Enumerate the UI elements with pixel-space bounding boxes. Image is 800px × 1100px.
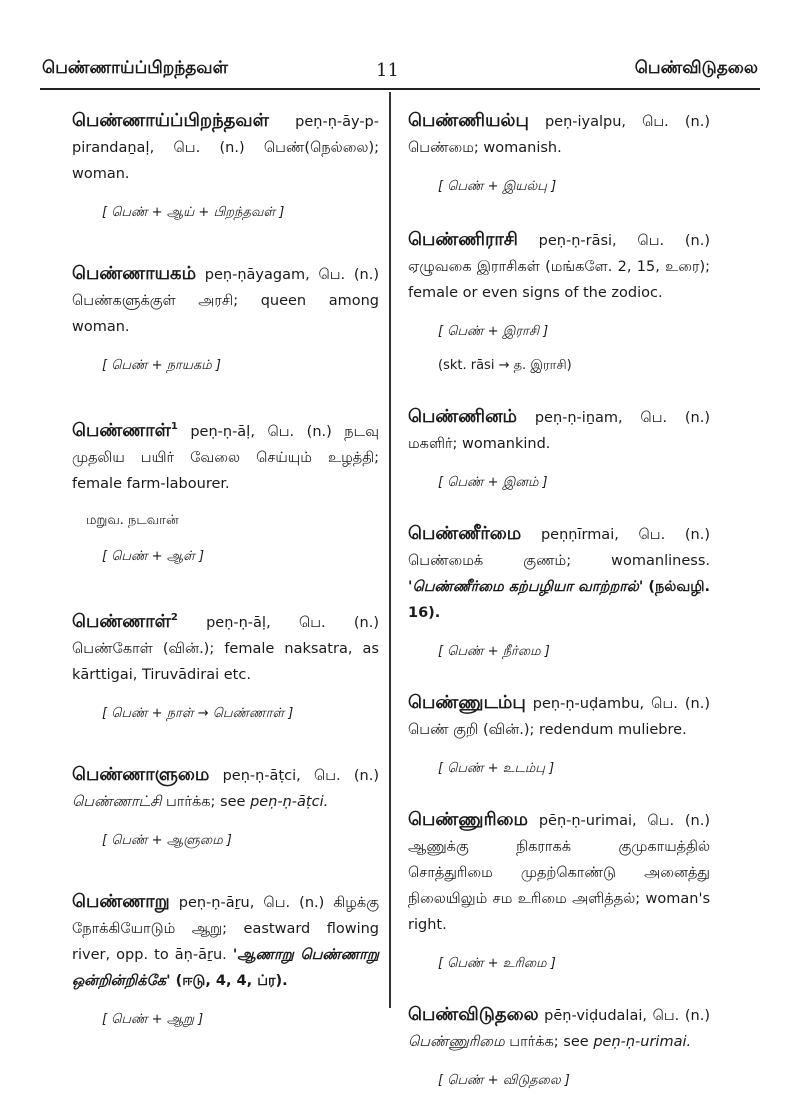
left-column	[72, 100, 379, 1030]
cross-reference: பெண்ணுரிமை	[408, 1034, 505, 1050]
synonym-note: மறுவ. நடவான்	[86, 513, 179, 528]
entry-body: peṇ-ṇ-āḷ, பெ. (n.) நடவு முதலிய பயிர் வேலை செய்யும் உழத்தி; female farm-labourer.	[72, 424, 379, 492]
entry-definition	[408, 521, 710, 626]
page-header	[40, 52, 760, 92]
etymology: [ பெண் + ஆளுமை ]	[102, 833, 232, 848]
entry-body: peṇ-ṇ-āṟu, பெ. (n.) கிழக்கு நோக்கியோடும் ஆறு; eastward flowing river, opp. to āṇ-āṟu.	[72, 895, 379, 963]
dictionary-entry	[72, 605, 379, 724]
headword: பெண்ணாறு	[72, 891, 170, 912]
entry-body: peṇ-ṇāyagam, பெ. (n.) பெண்களுக்குள் அரசி; queen among woman.	[72, 267, 379, 335]
homonym-number: 1	[170, 421, 178, 432]
dictionary-entry	[72, 108, 379, 223]
headword: பெண்ணாயகம்	[72, 263, 197, 284]
loanword-note: (skt. rāsi → த. இராசி)	[438, 358, 572, 373]
entry-definition	[408, 690, 710, 743]
headword: பெண்ணாள்	[72, 420, 171, 441]
quote-reference: (நல்வழி. 16).	[408, 579, 710, 621]
entry-body: peṇ-ṇ-āḷ, பெ. (n.) பெண்கோள் (வின்.); female naksatra, as kārttigai, Tiruvādirai etc.	[72, 615, 379, 683]
etymology: [ பெண் + உரிமை ]	[438, 956, 556, 971]
dictionary-entry	[408, 690, 710, 779]
entry-definition	[72, 108, 379, 187]
header-rule	[40, 88, 760, 90]
dictionary-entry	[408, 1002, 710, 1091]
entry-definition	[408, 807, 710, 938]
etymology: [ பெண் + ஆறு ]	[102, 1012, 204, 1027]
dictionary-entry	[72, 261, 379, 376]
dictionary-entry	[72, 889, 379, 1030]
homonym-number: 2	[170, 612, 178, 623]
headword: பெண்ணாய்ப்பிறந்தவள்	[72, 110, 269, 131]
cross-reference: பெண்ணாட்சி	[72, 794, 162, 810]
etymology: [ பெண் + இராசி ]	[438, 324, 549, 339]
entry-body: pēṇ-viḍudalai, பெ. (n.)	[538, 1008, 710, 1024]
header-right-guideword: பெண்விடுதலை	[634, 58, 758, 78]
entry-body: peṇṇīrmai, பெ. (n.) பெண்மைக் குணம்; womanliness.	[408, 527, 710, 569]
entry-body-rest: பார்க்க; see	[504, 1034, 594, 1050]
dictionary-entry	[408, 807, 710, 974]
etymology: [ பெண் + நாள் → பெண்ணாள் ]	[102, 706, 294, 721]
etymology: [ பெண் + ஆய் + பிறந்தவள் ]	[102, 205, 285, 220]
entry-definition	[408, 108, 710, 161]
entry-body: peṇ-ṇ-uḍambu, பெ. (n.) பெண் குறி (வின்.); redendum muliebre.	[408, 696, 710, 738]
headword: பெண்ணிராசி	[408, 229, 518, 250]
headword: பெண்ணியல்பு	[408, 110, 529, 131]
entry-body: peṇ-iyalpu, பெ. (n.) பெண்மை; womanish.	[408, 114, 710, 156]
entry-definition	[72, 889, 379, 994]
cross-reference-transliteration: peṇ-ṇ-urimai.	[593, 1034, 692, 1050]
entry-body: peṇ-ṇ-rāsi, பெ. (n.) ஏழுவகை இராசிகள் (மங்களே. 2, 15, உரை); female or even signs of the zodioc.	[408, 233, 710, 301]
etymology: [ பெண் + இனம் ]	[438, 475, 548, 490]
entry-body: peṇ-ṇ-iṉam, பெ. (n.) மகளிர்; womankind.	[408, 410, 710, 452]
entry-definition	[72, 414, 379, 497]
entry-definition	[72, 261, 379, 340]
entry-body-rest: பார்க்க; see	[161, 794, 251, 810]
dictionary-entry	[408, 227, 710, 376]
headword: பெண்ணாள்	[72, 611, 171, 632]
entry-definition	[408, 227, 710, 306]
etymology: [ பெண் + நீர்மை ]	[438, 644, 550, 659]
etymology: [ பெண் + ஆள் ]	[102, 549, 205, 564]
etymology: [ பெண் + நாயகம் ]	[102, 358, 221, 373]
literary-quote: 'ஆணாறு பெண்ணாறு ஒன்றின்றிக்கே'	[72, 947, 379, 989]
dictionary-entry	[408, 108, 710, 197]
dictionary-entry	[408, 521, 710, 662]
header-left-guideword: பெண்ணாய்ப்பிறந்தவள்	[42, 58, 228, 78]
dictionary-entry	[72, 762, 379, 851]
entry-body: peṇ-ṇ-āy-p-pirandaṉaḷ, பெ. (n.) பெண்(நெல்லை); woman.	[72, 114, 379, 182]
etymology: [ பெண் + இயல்பு ]	[438, 179, 557, 194]
headword: பெண்ணினம்	[408, 406, 518, 427]
cross-reference-transliteration: peṇ-ṇ-āṭci.	[250, 794, 329, 810]
etymology: [ பெண் + உடம்பு ]	[438, 761, 555, 776]
page-number: 11	[376, 60, 399, 81]
headword: பெண்ணாளுமை	[72, 764, 210, 785]
quote-reference: (ஈடு, 4, 4, ப்ர).	[170, 973, 288, 989]
headword: பெண்ணுடம்பு	[408, 692, 526, 713]
literary-quote: 'பெண்ணீர்மை கற்பழியா வாற்றால்'	[408, 579, 644, 595]
right-column	[408, 100, 710, 1091]
headword: பெண்ணீர்மை	[408, 523, 522, 544]
headword: பெண்ணுரிமை	[408, 809, 529, 830]
headword: பெண்விடுதலை	[408, 1004, 539, 1025]
column-divider	[389, 92, 391, 1008]
entry-body: peṇ-ṇ-āṭci, பெ. (n.)	[209, 768, 379, 784]
etymology: [ பெண் + விடுதலை ]	[438, 1073, 570, 1088]
dictionary-entry	[72, 414, 379, 567]
entry-definition	[72, 762, 379, 815]
dictionary-entry	[408, 404, 710, 493]
entry-definition	[72, 605, 379, 688]
entry-definition	[408, 404, 710, 457]
entry-definition	[408, 1002, 710, 1055]
entry-body: pēṇ-ṇ-urimai, பெ. (n.) ஆணுக்கு நிகராகக் குமுகாயத்தில் சொத்துரிமை முதற்கொண்டு அனைத்து நிலையிலும் சம உரிமை அளித்தல்; woman's right.	[408, 813, 710, 933]
